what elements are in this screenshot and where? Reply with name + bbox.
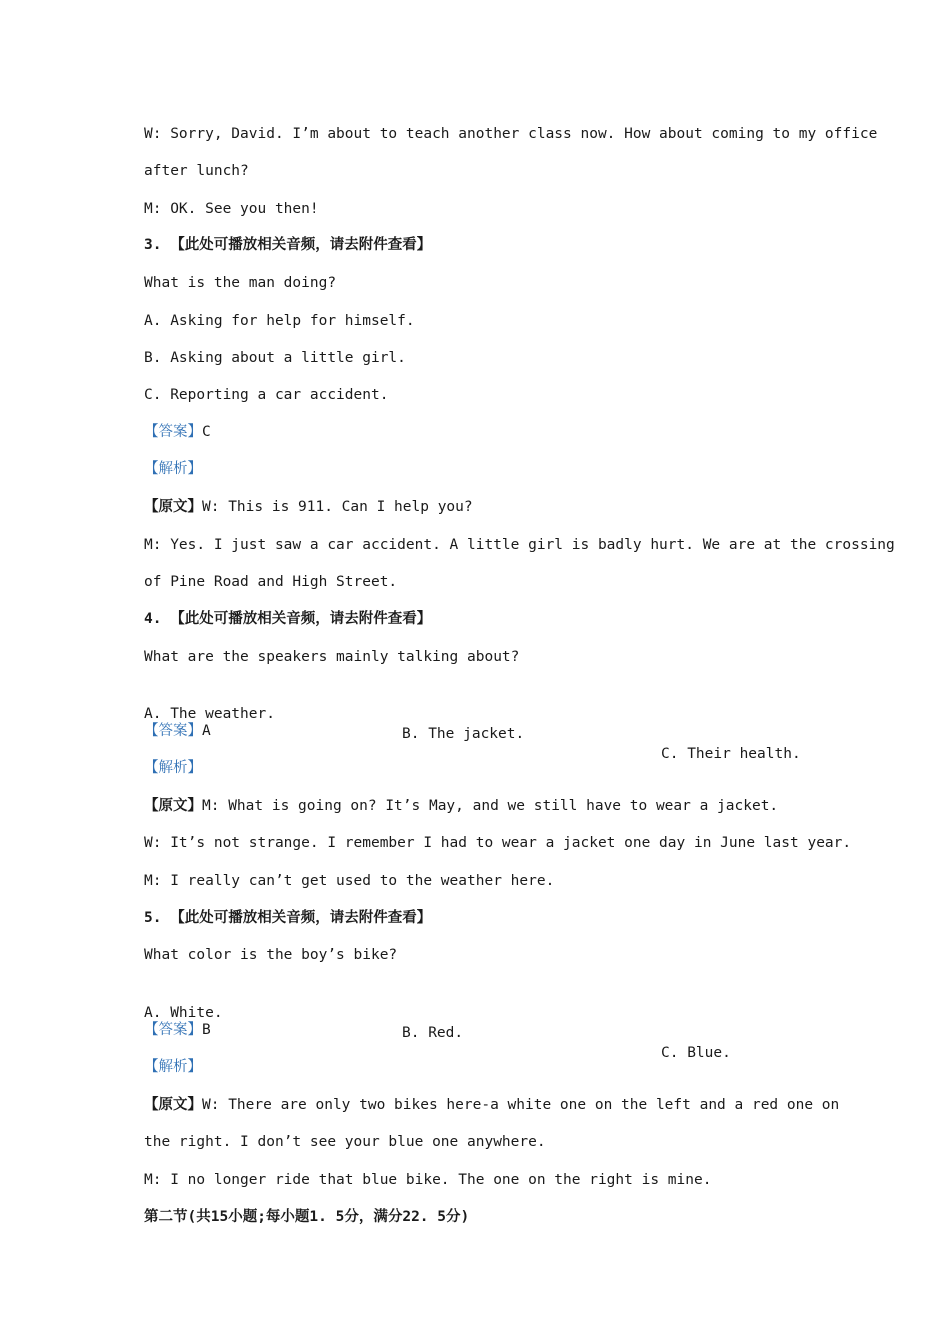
transcript-line: W: Sorry, David. I’m about to teach another class now. How about coming to my office bbox=[144, 126, 878, 142]
original-tag: 【原文】 bbox=[144, 1097, 202, 1113]
transcript-line: of Pine Road and High Street. bbox=[144, 574, 398, 590]
original-line bbox=[144, 497, 473, 517]
option-a: A. White. bbox=[144, 1005, 223, 1021]
question-3-text: What is the man doing? bbox=[144, 275, 337, 291]
transcript-line: M: I really can’t get used to the weather here. bbox=[144, 873, 555, 889]
option-a: A. Asking for help for himself. bbox=[144, 313, 415, 329]
transcript-line: after lunch? bbox=[144, 163, 249, 179]
options-row bbox=[144, 983, 824, 1083]
option-c: C. Blue. bbox=[661, 1045, 731, 1061]
audio-note: 【此处可播放相关音频，请去附件查看】 bbox=[170, 237, 432, 253]
answer-tag: 【答案】 bbox=[144, 424, 202, 440]
option-b: B. Red. bbox=[402, 1025, 464, 1041]
answer-value: B bbox=[202, 1022, 211, 1038]
option-a: A. The weather. bbox=[144, 706, 275, 722]
answer-tag: 【答案】 bbox=[144, 723, 202, 739]
answer-line bbox=[144, 422, 211, 442]
analysis-tag: 【解析】 bbox=[144, 1059, 202, 1075]
answer-tag: 【答案】 bbox=[144, 1022, 202, 1038]
transcript-text: M: What is going on? It’s May, and we still have to wear a jacket. bbox=[202, 798, 779, 814]
option-b: B. Asking about a little girl. bbox=[144, 350, 406, 366]
question-number: 4. bbox=[144, 611, 162, 627]
question-5-text: What color is the boy’s bike? bbox=[144, 947, 398, 963]
transcript-line: the right. I don’t see your blue one anywhere. bbox=[144, 1134, 546, 1150]
transcript-line: M: Yes. I just saw a car accident. A little girl is badly hurt. We are at the crossing bbox=[144, 537, 895, 553]
question-number: 5. bbox=[144, 910, 162, 926]
question-3-header bbox=[144, 235, 431, 255]
audio-note: 【此处可播放相关音频，请去附件查看】 bbox=[170, 611, 432, 627]
transcript-text: W: There are only two bikes here-a white one on the left and a red one on bbox=[202, 1097, 840, 1113]
transcript-line: W: It’s not strange. I remember I had to wear a jacket one day in June last year. bbox=[144, 835, 852, 851]
option-b: B. The jacket. bbox=[402, 726, 525, 742]
original-tag: 【原文】 bbox=[144, 798, 202, 814]
transcript-line: M: I no longer ride that blue bike. The one on the right is mine. bbox=[144, 1172, 712, 1188]
transcript-text: W: This is 911. Can I help you? bbox=[202, 499, 473, 515]
answer-value: C bbox=[202, 424, 211, 440]
question-4-header bbox=[144, 609, 431, 629]
answer-value: A bbox=[202, 723, 211, 739]
question-number: 3. bbox=[144, 237, 162, 253]
answer-line bbox=[144, 721, 211, 741]
question-4-text: What are the speakers mainly talking about? bbox=[144, 649, 520, 665]
original-line bbox=[144, 796, 778, 816]
transcript-line: M: OK. See you then! bbox=[144, 201, 319, 217]
section-heading: 第二节(共15小题;每小题1. 5分，满分22. 5分) bbox=[144, 1209, 470, 1225]
options-row bbox=[144, 684, 824, 784]
original-line bbox=[144, 1095, 839, 1115]
analysis-tag: 【解析】 bbox=[144, 461, 202, 477]
option-c: C. Reporting a car accident. bbox=[144, 387, 389, 403]
question-5-header bbox=[144, 908, 431, 928]
option-c: C. Their health. bbox=[661, 746, 801, 762]
analysis-tag: 【解析】 bbox=[144, 760, 202, 776]
audio-note: 【此处可播放相关音频，请去附件查看】 bbox=[170, 910, 432, 926]
original-tag: 【原文】 bbox=[144, 499, 202, 515]
answer-line bbox=[144, 1020, 211, 1040]
